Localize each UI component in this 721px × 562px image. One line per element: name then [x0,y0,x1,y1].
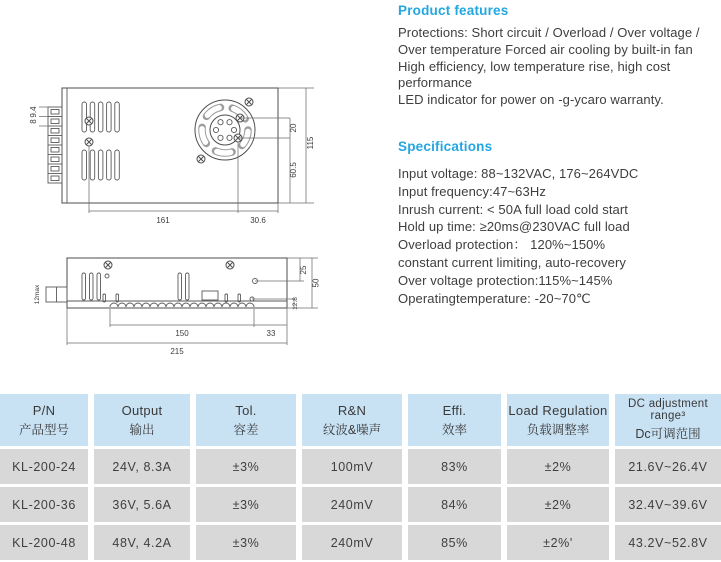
spec-line: Inrush current: < 50A full load cold start [398,201,629,217]
header-zh: 效率 [441,422,467,437]
dimension-terminal [29,106,48,126]
spec-line: Hold up time: ≥20ms@230VAC full load [398,219,630,235]
cell-efficiency: 84% [408,487,501,522]
mounting-hole-icon [105,274,109,278]
dimension-bottom-side [67,308,287,356]
spec-line: constant current limiting, auto-recovery [398,254,626,270]
screw-icon [85,138,93,146]
cell-load-regulation: ±2% [507,487,609,522]
cell-dc-adjust-range: 21.6V~26.4V [615,449,721,484]
spec-line: Overload protection： 120%~150% [398,237,606,253]
header-zh: 输出 [129,422,155,437]
dim-label-fan-to-bottom: 60.5 [289,162,298,178]
spec-line: Input voltage: 88~132VAC, 176~264VDC [398,166,639,181]
cell-output: 24V, 8.3A [94,449,190,484]
feature-line: High efficiency, low temperature rise, high cost [398,58,671,74]
product-features-heading: Product features [398,3,509,18]
output-connector [34,284,67,304]
dim-label-height: 115 [306,136,315,150]
cell-load-regulation: ±2% [507,449,609,484]
dim-label-hole-span: 150 [175,329,189,338]
spec-line: Operatingtemperature: -20~70℃ [398,290,591,306]
spec-line: Over voltage protection:115%~145% [398,272,613,288]
cell-ripple-noise: 100mV [302,449,402,484]
cell-tolerance: ±3% [196,487,296,522]
header-en: P/N [32,402,56,418]
dim-label-length: 215 [170,347,184,356]
cell-output: 48V, 4.2A [94,525,190,560]
feature-line: LED indicator for power on -g-ycaro warranty. [398,92,664,108]
dim-label-height-side: 50 [311,278,321,288]
side-view-drawing [22,243,352,378]
dim-label-connector: 12max [34,284,41,305]
cell-output: 36V, 5.6A [94,487,190,522]
screw-icon [104,261,112,269]
specifications-heading: Specifications [398,139,493,154]
cell-pn: KL-200-48 [0,525,88,560]
header-zh: 纹波&噪声 [322,422,382,437]
cell-tolerance: ±3% [196,449,296,484]
header-zh: Dc可调范围 [635,427,701,441]
cell-pn: KL-200-24 [0,449,88,484]
cell-ripple-noise: 240mV [302,525,402,560]
dim-label-length-right: 30.6 [250,216,266,225]
cell-efficiency: 83% [408,449,501,484]
header-zh: 容差 [233,422,259,437]
dim-label-terminal-width: 8 [29,119,38,124]
terminal-block [48,107,62,183]
header-en: Output [121,402,163,418]
table-header-tolerance [196,394,296,446]
dim-label-terminal-pitch: 9.4 [29,106,38,118]
header-en: Tol. [235,402,257,418]
cell-efficiency: 85% [408,525,501,560]
table-header-ripple-noise [302,394,402,446]
dim-label-length-main: 161 [156,216,170,225]
cell-dc-adjust-range: 43.2V~52.8V [615,525,721,560]
top-view-drawing [22,80,352,235]
table-header-pn [0,394,88,446]
feature-line: performance [398,75,473,91]
header-en: DC adjustment range³ [628,398,708,422]
header-en: Load Regulation [508,402,608,418]
fan-icon [195,100,255,160]
feature-line: Over temperature Forced air cooling by built-in fan [398,41,693,57]
cell-dc-adjust-range: 32.4V~39.6V [615,487,721,522]
spec-line: Input frequency:47~63Hz [398,183,546,199]
header-zh: 产品型号 [18,422,69,437]
header-en: Effi. [442,402,467,418]
screw-icon [197,155,205,163]
dim-label-fan-screw-gap: 20 [289,123,298,133]
screw-icon [226,261,234,269]
dim-label-hole-to-bottom: 12.8 [292,297,299,310]
cell-load-regulation: ±2%' [507,525,609,560]
product-features-section [398,3,720,109]
feature-line: Protections: Short circuit / Overload / Over voltage / [398,25,700,40]
cell-pn: KL-200-36 [0,487,88,522]
screw-icon [85,117,93,125]
dim-label-top-to-hole: 25 [299,265,308,275]
cell-tolerance: ±3% [196,525,296,560]
dim-label-hole-right: 33 [266,329,276,338]
header-en: R&N [337,402,367,418]
table-header-output [94,394,190,446]
dimension-right-side [252,258,321,310]
table-header-dc-adjust-range [615,394,721,446]
screw-icon [245,98,253,106]
specifications-section [398,139,720,307]
header-zh: 负载调整率 [526,422,590,437]
table-header-load-regulation [507,394,609,446]
model-spec-table [0,394,721,560]
dimension-bottom [89,142,278,225]
table-header-efficiency [408,394,501,446]
cell-ripple-noise: 240mV [302,487,402,522]
